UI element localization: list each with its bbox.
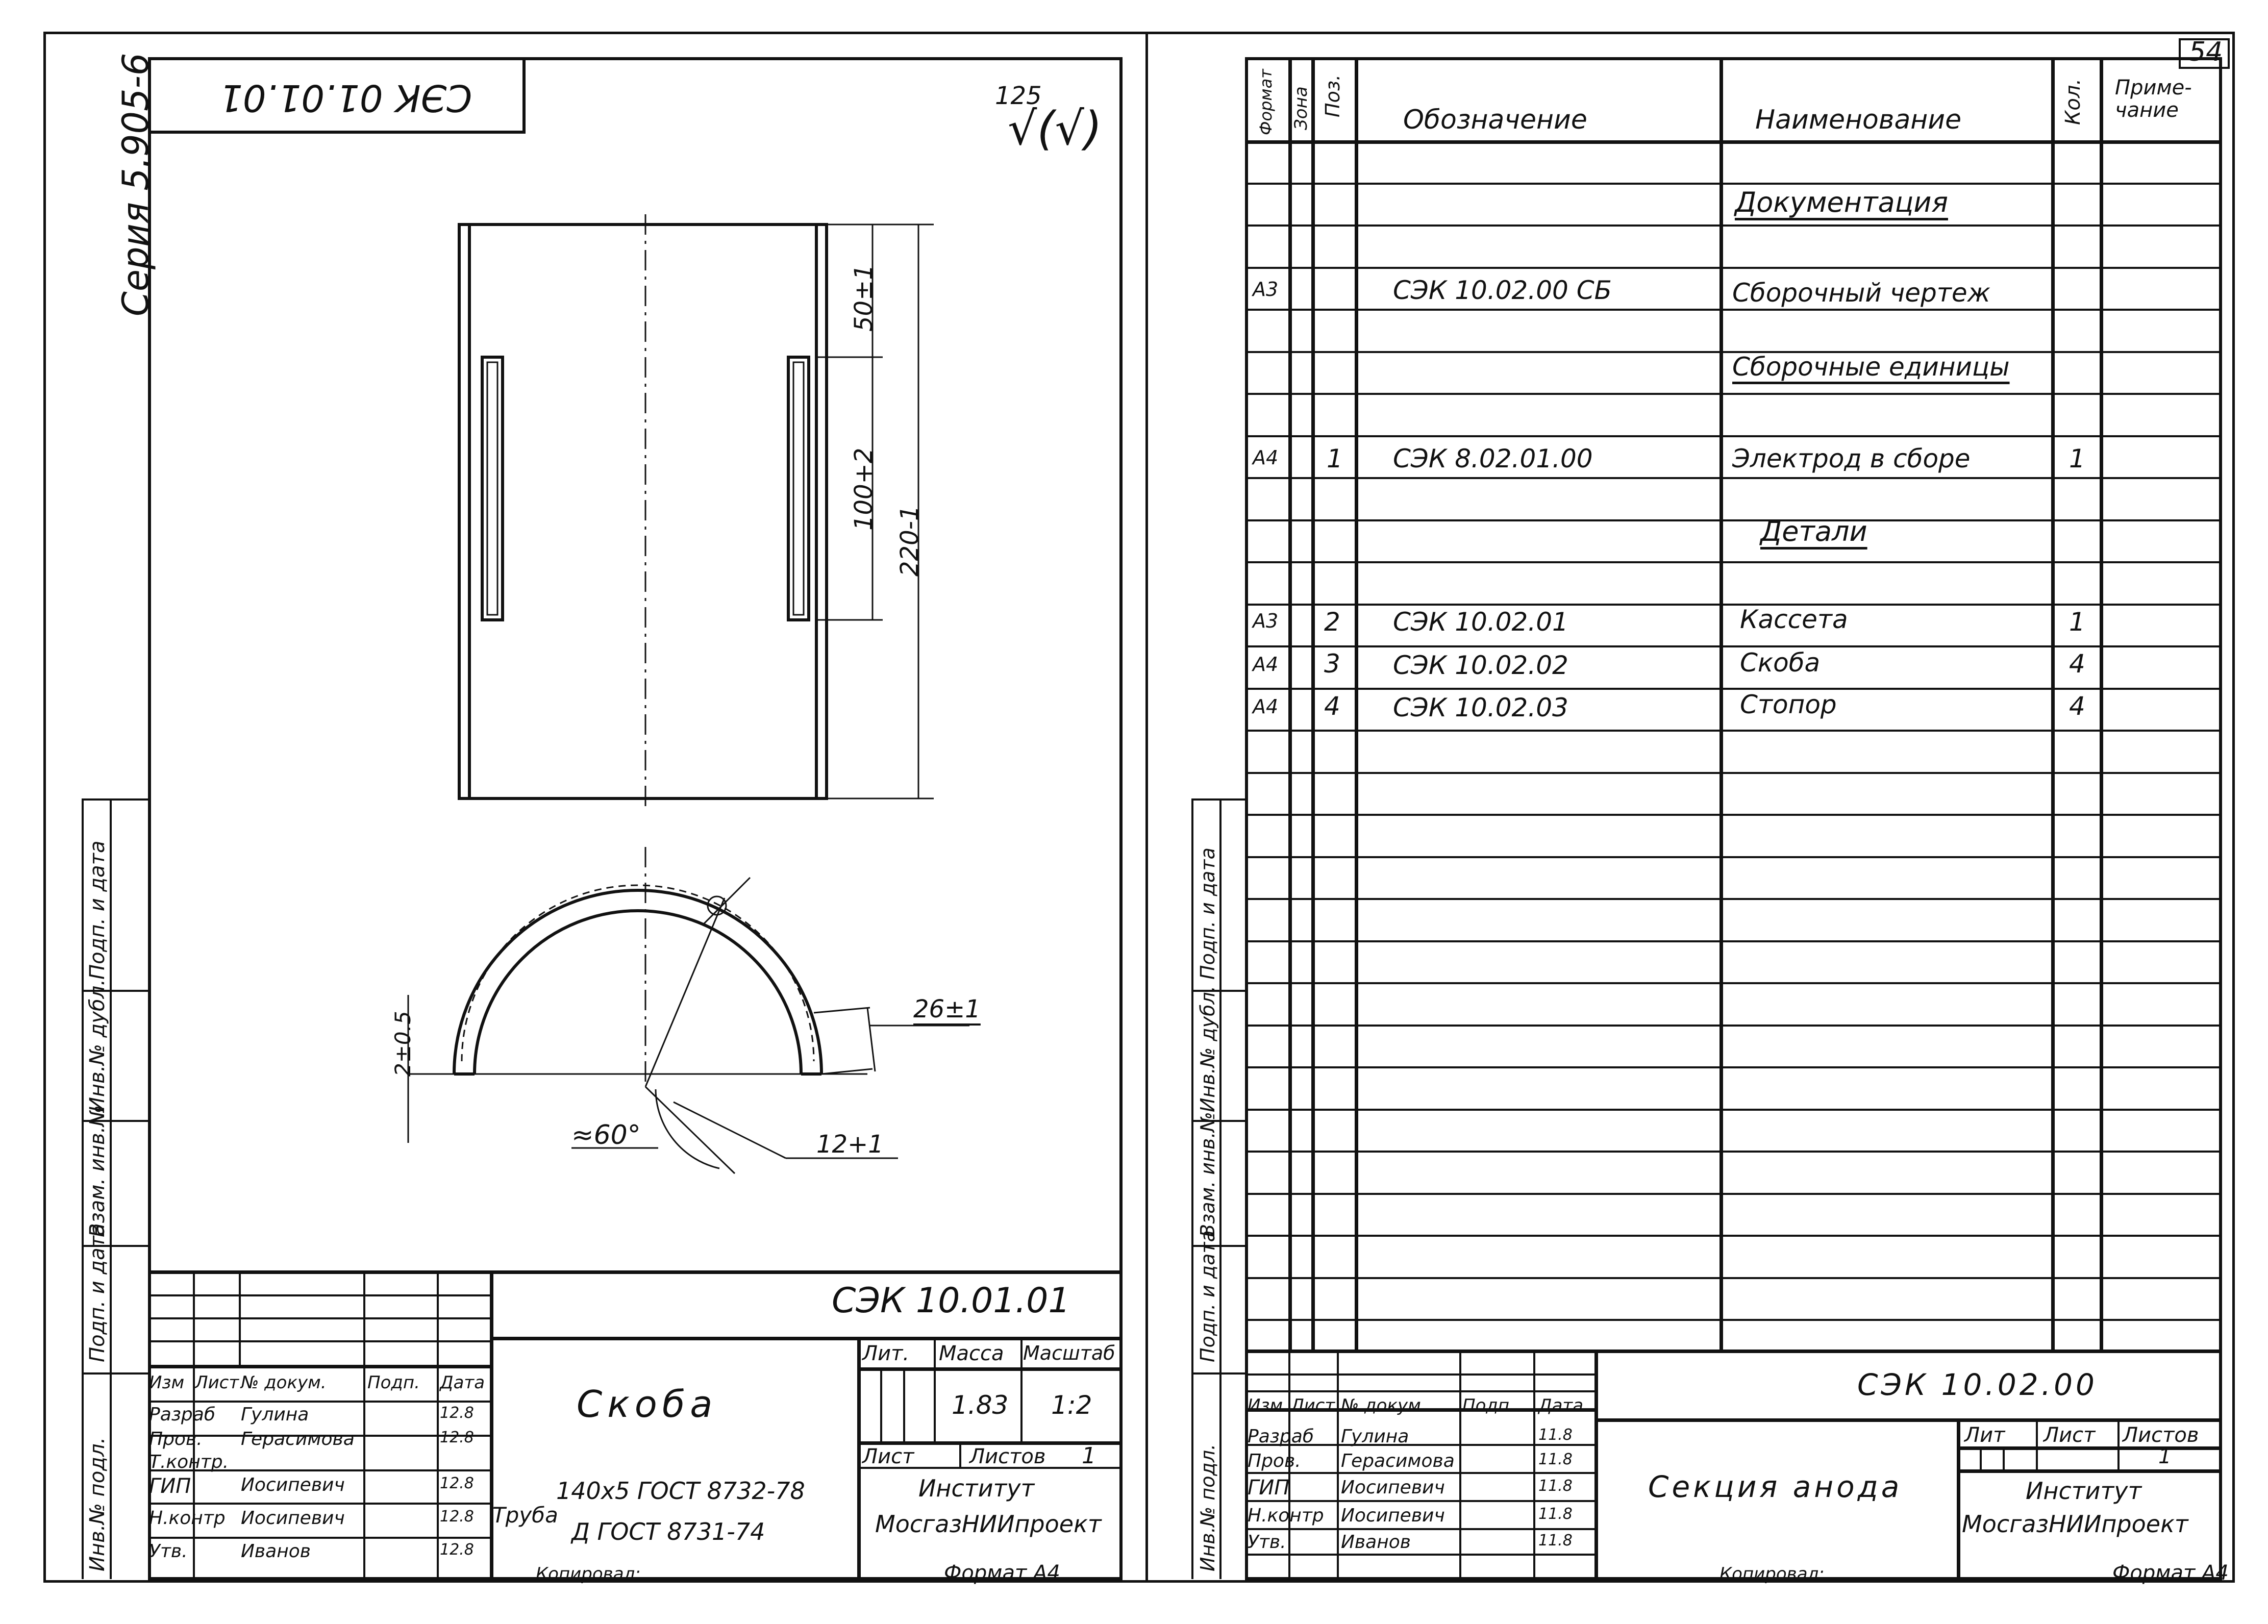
right-tb-name-3: Иосипевич — [1341, 1505, 1445, 1526]
right-tb-name-0: Гулина — [1341, 1426, 1409, 1447]
left-tb-role-0: Разраб — [149, 1404, 216, 1425]
right-tb-sheets: 1 — [2158, 1445, 2172, 1468]
row-5-pos: 2 — [1324, 607, 1340, 637]
right-tb-role-3: Н.контр — [1248, 1505, 1324, 1526]
right-tb-sheets-label: Листов — [2123, 1423, 2199, 1447]
row-5-qty: 1 — [2069, 607, 2085, 637]
dim-angle: ≈60° — [571, 1120, 641, 1151]
left-side-label-3: Взам. инв.№ — [86, 1105, 109, 1237]
left-tb-date-1: 12.8 — [440, 1429, 474, 1446]
right-tb-hdr-sign: Подп. — [1462, 1395, 1515, 1416]
table-row-line — [1245, 1109, 2222, 1111]
left-tb-date-0: 12.8 — [440, 1404, 474, 1422]
left-tb-lit-label: Лит. — [862, 1342, 910, 1365]
row-5-fmt: А3 — [1253, 610, 1279, 632]
left-tb-name-0: Гулина — [241, 1404, 309, 1425]
table-row-line — [1245, 1151, 2222, 1153]
left-tb-scale-label: Масштаб — [1023, 1342, 1115, 1364]
row-4-name: Детали — [1760, 515, 1867, 547]
left-tb-date-4: 12.8 — [440, 1508, 474, 1526]
table-row-line — [1245, 477, 2222, 479]
left-tb-material-1: 140х5 ГОСТ 8732-78 — [556, 1477, 805, 1505]
right-tb-name-2: Иосипевич — [1341, 1477, 1445, 1498]
left-tb-name: Скоба — [577, 1383, 718, 1426]
left-tb-role-1: Пров. — [149, 1429, 203, 1450]
right-tb-code: СЭК 10.02.00 — [1857, 1367, 2098, 1402]
series-label: Серия 5.905-6 — [115, 53, 157, 316]
row-7-fmt: А4 — [1253, 695, 1279, 718]
table-row-line — [1245, 183, 2222, 185]
row-2-name: Сборочные единицы — [1732, 352, 2010, 382]
left-tb-role-2: Т.контр. — [149, 1452, 229, 1472]
right-tb-org-1: Институт — [2026, 1477, 2142, 1505]
right-tb-hdr-izm: Изм — [1248, 1395, 1283, 1416]
left-tb-role-5: Утв. — [149, 1541, 188, 1562]
left-tb-scale: 1:2 — [1051, 1390, 1092, 1420]
left-tb-hdr-list: Лист — [195, 1372, 239, 1393]
right-tb-lit-label: Лит — [1964, 1423, 2005, 1447]
page-number: 54 — [2189, 37, 2223, 67]
rotated-code: СЭК 01.01.01 — [219, 77, 472, 119]
right-tb-name-4: Иванов — [1341, 1532, 1411, 1553]
right-side-label-2: Инв.№ дубл. — [1197, 986, 1219, 1112]
table-row-line — [1245, 1235, 2222, 1237]
table-row-line — [1245, 519, 2222, 521]
left-tb-name-4: Иосипевич — [241, 1508, 345, 1529]
table-row-line — [1245, 1277, 2222, 1279]
row-6-qty: 4 — [2069, 649, 2085, 679]
hdr-pos: Поз. — [1322, 74, 1344, 117]
row-3-qty: 1 — [2069, 444, 2085, 473]
left-tb-hdr-izm: Изм — [149, 1372, 185, 1393]
table-row-line — [1245, 1066, 2222, 1068]
hdr-note: Приме-чание — [2115, 76, 2192, 122]
right-tb-role-4: Утв. — [1248, 1532, 1286, 1553]
row-5-name: Кассета — [1740, 605, 1848, 634]
table-row-line — [1245, 688, 2222, 690]
left-tb-sheets: 1 — [1082, 1443, 1096, 1469]
right-tb-role-1: Пров. — [1248, 1451, 1301, 1471]
row-7-name: Стопор — [1740, 690, 1837, 719]
table-row-line — [1245, 393, 2222, 395]
roughness-symbol: √(√) — [1008, 102, 1102, 156]
row-7-qty: 4 — [2069, 691, 2085, 721]
right-tb-hdr-doc: № докум. — [1341, 1395, 1427, 1416]
dim-50: 50±1 — [850, 264, 878, 332]
left-format: Формат А4 — [944, 1561, 1060, 1585]
left-side-label-4: Подп. и дата — [86, 1223, 109, 1362]
right-tb-name-1: Герасимова — [1341, 1451, 1455, 1471]
hdr-designation: Обозначение — [1403, 105, 1587, 135]
left-tb-name-1: Герасимова — [241, 1429, 355, 1450]
table-row-line — [1245, 224, 2222, 227]
table-row-line — [1245, 856, 2222, 858]
left-tb-date-3: 12.8 — [440, 1475, 474, 1492]
right-side-label-3: Взам. инв.№ — [1197, 1112, 1219, 1237]
table-row-line — [1245, 435, 2222, 437]
hdr-qty: Кол. — [2061, 78, 2085, 125]
right-format: Формат А4 — [2112, 1561, 2229, 1585]
left-tb-name-3: Иосипевич — [241, 1475, 345, 1495]
dim-arc-26: 26±1 — [913, 995, 981, 1023]
row-1-fmt: А3 — [1253, 278, 1279, 301]
row-1-name: Сборочный чертеж — [1732, 278, 1990, 308]
left-tb-hdr-doc: № докум. — [241, 1372, 327, 1393]
left-tb-material-2: Д ГОСТ 8731-74 — [571, 1518, 765, 1545]
left-tb-material-prefix: Труба — [492, 1503, 558, 1528]
left-tb-mass: 1.83 — [952, 1390, 1009, 1420]
table-row-line — [1245, 730, 2222, 732]
row-6-fmt: А4 — [1253, 653, 1279, 676]
right-tb-date-2: 11.8 — [1538, 1477, 1573, 1495]
left-side-label-5: Инв.№ подл. — [86, 1437, 109, 1571]
table-row-line — [1245, 898, 2222, 900]
table-row-line — [1245, 604, 2222, 606]
right-side-label-4: Подп. и дата — [1197, 1230, 1219, 1362]
roughness-value: 125 — [995, 82, 1042, 110]
table-row-line — [1245, 267, 2222, 269]
right-side-label-1: Подп. и дата — [1197, 847, 1219, 980]
row-6-name: Скоба — [1740, 648, 1821, 678]
dim-100: 100+2 — [850, 447, 878, 531]
left-copied: Копировал: — [536, 1564, 641, 1584]
right-tb-date-4: 11.8 — [1538, 1532, 1573, 1550]
right-tb-role-2: ГИП — [1248, 1476, 1290, 1500]
hdr-format: Формат — [1256, 69, 1276, 135]
row-7-designation: СЭК 10.02.03 — [1393, 693, 1568, 722]
left-tb-role-3: ГИП — [149, 1475, 191, 1498]
left-tb-sheet-label: Лист — [862, 1445, 914, 1468]
table-row-line — [1245, 645, 2222, 647]
hdr-name: Наименование — [1755, 105, 1962, 135]
row-3-name: Электрод в сборе — [1732, 444, 1971, 473]
right-tb-date-1: 11.8 — [1538, 1451, 1573, 1468]
row-6-pos: 3 — [1324, 649, 1340, 679]
table-row-line — [1245, 1193, 2222, 1195]
right-tb-name: Секция анода — [1648, 1469, 1903, 1504]
right-tb-hdr-date: Дата — [1538, 1395, 1584, 1416]
dim-radius: 12+1 — [816, 1130, 884, 1159]
right-tb-org-2: МосгазНИИпроект — [1962, 1510, 2188, 1538]
left-tb-date-5: 12.8 — [440, 1541, 474, 1559]
dim-220: 220-1 — [895, 505, 924, 577]
row-3-designation: СЭК 8.02.01.00 — [1393, 444, 1593, 473]
left-side-label-2: Инв.№ дубл. — [86, 979, 109, 1112]
row-7-pos: 4 — [1324, 691, 1340, 721]
right-tb-role-0: Разраб — [1248, 1426, 1314, 1447]
right-tb-sheet-label: Лист — [2043, 1423, 2096, 1447]
left-tb-mass-label: Масса — [939, 1342, 1004, 1365]
right-tb-hdr-list: Лист — [1291, 1395, 1335, 1416]
dim-thickness: 2±0.5 — [390, 1011, 415, 1077]
table-row-line — [1245, 814, 2222, 816]
row-0-name: Документация — [1735, 186, 1948, 218]
table-row-line — [1245, 309, 2222, 311]
left-tb-org-1: Институт — [918, 1475, 1035, 1502]
right-side-label-5: Инв.№ подл. — [1197, 1443, 1219, 1571]
left-tb-role-4: Н.контр — [149, 1508, 226, 1529]
left-tb-hdr-date: Дата — [440, 1372, 485, 1393]
left-tb-code: СЭК 10.01.01 — [832, 1281, 1070, 1321]
table-row-line — [1245, 772, 2222, 774]
row-5-designation: СЭК 10.02.01 — [1393, 607, 1568, 637]
row-3-pos: 1 — [1327, 444, 1343, 473]
right-copied: Копировал: — [1719, 1564, 1825, 1584]
right-tb-date-0: 11.8 — [1538, 1426, 1573, 1444]
left-tb-org-2: МосгазНИИпроект — [875, 1510, 1102, 1538]
table-row-line — [1245, 561, 2222, 563]
hdr-zone: Зона — [1291, 86, 1311, 130]
row-6-designation: СЭК 10.02.02 — [1393, 651, 1568, 680]
row-3-fmt: А4 — [1253, 446, 1279, 469]
table-row-line — [1245, 1025, 2222, 1027]
table-row-line — [1245, 940, 2222, 942]
right-tb-date-3: 11.8 — [1538, 1505, 1573, 1523]
left-tb-sheets-label: Листов — [969, 1445, 1046, 1468]
left-tb-name-5: Иванов — [241, 1541, 311, 1562]
table-row-line — [1245, 1319, 2222, 1321]
table-row-line — [1245, 982, 2222, 984]
left-tb-hdr-sign: Подп. — [367, 1372, 420, 1393]
left-side-label-1: Подп. и дата — [86, 840, 109, 980]
row-1-designation: СЭК 10.02.00 СБ — [1393, 276, 1612, 305]
